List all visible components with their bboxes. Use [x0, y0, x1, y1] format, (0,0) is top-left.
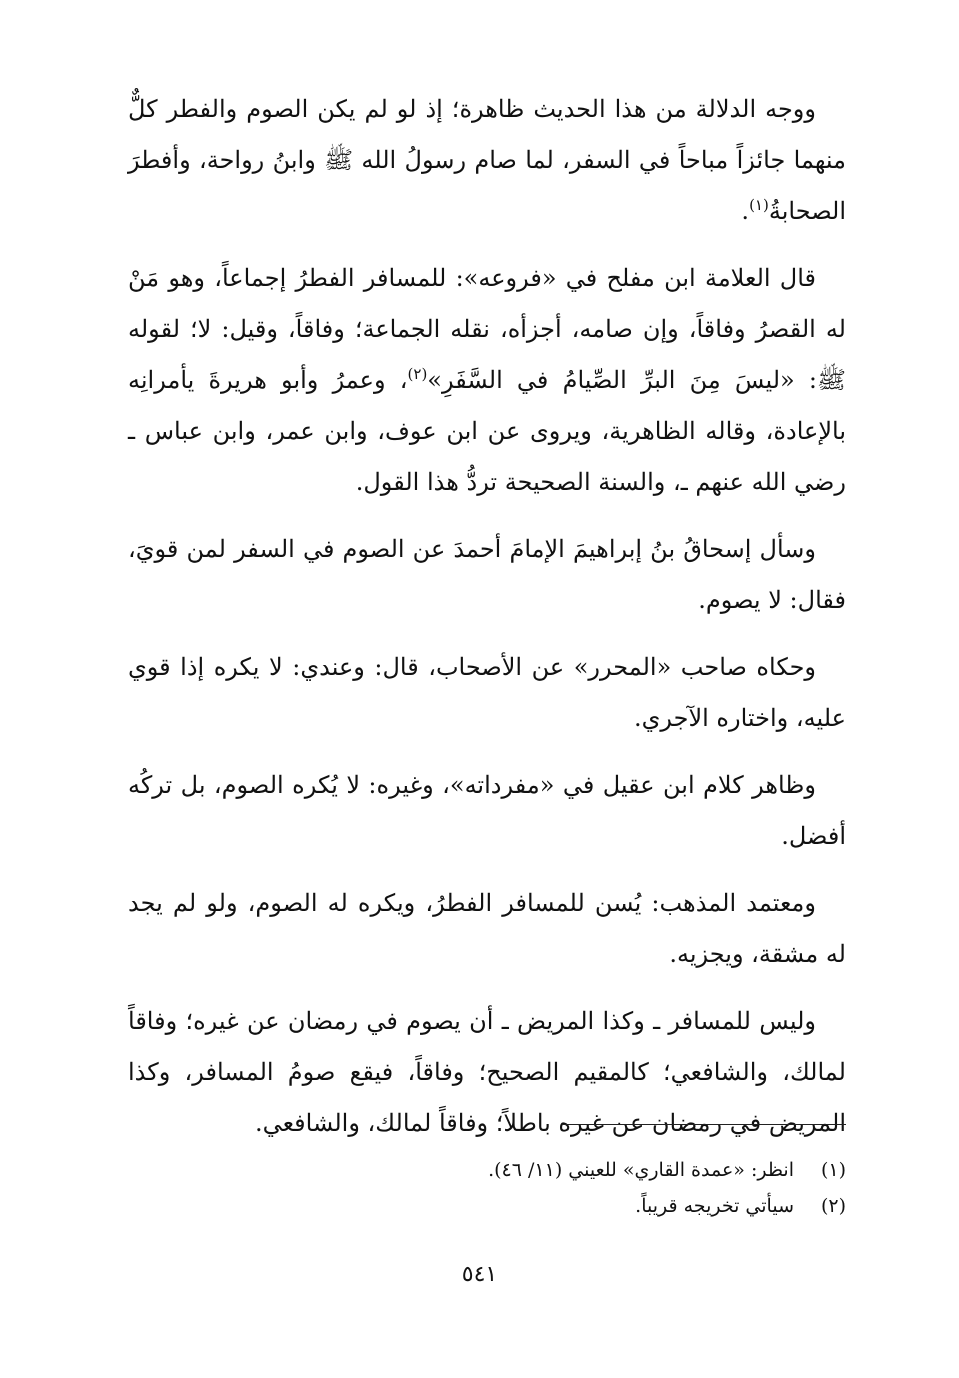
- paragraph-6-text: ومعتمد المذهب: يُسن للمسافر الفطرُ، ويكره له الصوم، ولو لم يجد له مشقة، ويجزيه.: [128, 889, 846, 968]
- footnote-2-text: سيأتي تخريجه قريباً.: [635, 1195, 794, 1217]
- paragraph-1-text: ووجه الدلالة من هذا الحديث ظاهرة؛ إذ لو لم يكن الصوم والفطر كلٌّ منهما جائزاً مباحاً في السفر، لما صام رسولُ الله ﷺ وابنُ رواحة، وأفطرَ الصحابةُ: [128, 95, 846, 225]
- paragraph-1-tail: .: [741, 197, 750, 225]
- footnote-1: [128, 1152, 846, 1188]
- paragraph-7-text: وليس للمسافر ـ وكذا المريض ـ أن يصوم في رمضان عن غيره؛ وفاقاً لمالك، والشافعي؛ كالمقيم الصحيح؛ وفاقاً، فيقع صومُ المسافر، وكذا المريض في رمضان عن غيره باطلاً؛ وفاقاً لمالك، والشافعي.: [128, 1007, 846, 1137]
- paragraph-4: [128, 642, 846, 744]
- paragraph-5: [128, 760, 846, 862]
- paragraph-3: [128, 524, 846, 626]
- paragraph-7: [128, 996, 846, 1149]
- footnote-2: [128, 1188, 846, 1224]
- paragraph-5-text: وظاهر كلام ابن عقيل في «مفرداته»، وغيره: لا يُكره الصوم، بل تركُه أفضل.: [128, 771, 846, 850]
- footnote-2-number: (٢): [820, 1195, 846, 1217]
- footnote-reference-2[interactable]: (٢): [407, 365, 428, 383]
- paragraph-1: [128, 84, 846, 237]
- paragraph-2-text: قال العلامة ابن مفلح في «فروعه»: للمسافر الفطرُ إجماعاً، وهو مَنْ له القصرُ وفاقاً، وإن صامه، أجزأه، نقله الجماعة؛ وفاقاً، وقيل: لا؛ لقوله ﷺ: «ليسَ مِنَ البرِّ الصِّيامُ في السَّفَرِ»: [128, 264, 846, 394]
- paragraph-6: [128, 878, 846, 980]
- footnotes: [128, 1152, 846, 1224]
- paragraph-3-text: وسأل إسحاقُ بنُ إبراهيمَ الإمامَ أحمدَ عن الصوم في السفر لمن قويَ، فقال: لا يصوم.: [128, 535, 846, 614]
- main-text: [128, 84, 846, 1149]
- footnote-1-number: (١): [820, 1159, 846, 1181]
- paragraph-4-text: وحكاه صاحب «المحرر» عن الأصحاب، قال: وعندي: لا يكره إذا قوي عليه، واختاره الآجري.: [128, 653, 846, 732]
- footnote-reference-1[interactable]: (١): [749, 196, 769, 214]
- footnote-divider: [562, 1124, 846, 1125]
- paragraph-2-tail: ، وعمرُ وأبو هريرةَ يأمرانِه بالإعادة، وقاله الظاهرية، ويروى عن ابن عوف، وابن عمر، وابن عباس ـ رضي الله عنهم ـ، والسنة الصحيحة تردُّ هذا القول.: [128, 366, 847, 496]
- paragraph-2: [128, 253, 846, 508]
- footnote-1-text: انظر: «عمدة القاري» للعيني (١١/ ٤٦).: [488, 1159, 794, 1181]
- page-number: ٥٤١: [461, 1262, 498, 1287]
